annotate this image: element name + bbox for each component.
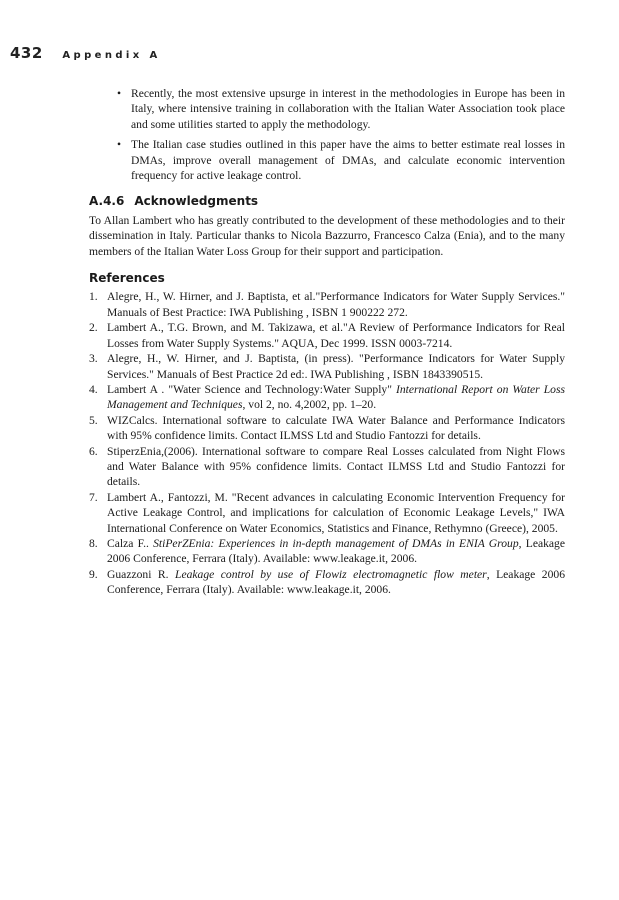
reference-item	[89, 320, 565, 351]
reference-number: 7.	[89, 490, 98, 504]
bullet-item	[89, 86, 565, 132]
bullet-icon: •	[117, 138, 122, 152]
bullet-item	[89, 137, 565, 183]
reference-text: Lambert A . "Water Science and Technology:Water Supply"	[107, 382, 396, 396]
reference-number: 1.	[89, 290, 98, 304]
reference-item	[89, 413, 565, 444]
reference-text-tail: , vol 2, no. 4,2002, pp. 1–20.	[242, 398, 377, 412]
running-head: Appendix A	[62, 50, 161, 61]
reference-text: Alegre, H., W. Hirner, and J. Baptista, (in press). "Performance Indicators for Water Supply Services." Manuals of Best Practice 2d ed:. IWA Publishing , ISBN 1843390515.	[107, 352, 565, 381]
reference-text: WIZCalcs. International software to calculate IWA Water Balance and Performance Indicators with 95% confidence limits. Contact ILMSS Ltd and Studio Fantozzi for details.	[107, 413, 565, 443]
reference-text: StiperzEnia,(2006). International software to compare Real Losses calculated from Night Flows and Water Balance with 95% confidence limits. Contact ILMSS Ltd and Studio Fantozzi for details.	[107, 444, 565, 489]
reference-number: 6.	[89, 444, 98, 458]
bullet-text: The Italian case studies outlined in this paper have the aims to better estimate real losses in DMAs, improve overall management of DMAs, and calculate economic intervention frequency for active leakage control.	[131, 138, 565, 183]
reference-number: 2.	[89, 321, 98, 335]
section-number: A.4.6	[89, 194, 125, 209]
reference-italic: Leakage control by use of Flowiz electromagnetic flow meter	[175, 567, 487, 581]
reference-text: Alegre, H., W. Hirner, and J. Baptista, et al."Performance Indicators for Water Supply Services." Manuals of Best Practice: IWA Publishing , ISBN 1 900222 272.	[107, 290, 565, 319]
reference-italic: International Report on Water Loss Management and Techniques	[107, 382, 565, 412]
page-number: 432	[10, 44, 43, 62]
reference-item	[89, 289, 565, 320]
reference-item	[89, 567, 565, 598]
reference-item	[89, 490, 565, 536]
reference-number: 3.	[89, 352, 98, 366]
reference-number: 5.	[89, 413, 98, 427]
page-body	[89, 86, 565, 598]
reference-number: 8.	[89, 536, 98, 550]
reference-text: Calza F..	[107, 536, 154, 550]
reference-text-tail: , Leakage 2006 Conference, Ferrara (Italy). Available: www.leakage.it, 2006.	[107, 567, 565, 597]
references-heading: References	[89, 271, 165, 286]
reference-text: Lambert A., Fantozzi, M. "Recent advances in calculating Economic Intervention Frequency for Active Leakage Control, and implications for calculation of Economic Leakage Levels," IWA International Conference on Water Economics, Statistics and Finance, Rethymno (Greece), 2005.	[107, 490, 565, 535]
reference-text: Lambert A., T.G. Brown, and M. Takizawa, et al."A Review of Performance Indicators for Real Losses from Water Supply Systems." AQUA, Dec 1999. ISSN 0003-7214.	[107, 321, 565, 350]
acknowledgments-paragraph: To Allan Lambert who has greatly contributed to the development of these methodologies and to their dissemination in Italy. Particular thanks to Nicola Bazzurro, Francesco Calza (Enia), and to the many members of the Italian Water Loss Group for their support and participation.	[89, 213, 565, 258]
bullet-text: Recently, the most extensive upsurge in interest in the methodologies in Europe has been in Italy, where intensive training in collaboration with the Italian Water Association took place and some utilities started to apply the methodology.	[131, 87, 565, 131]
reference-item	[89, 382, 565, 413]
reference-text-tail: , Leakage 2006 Conference, Ferrara (Italy). Available: www.leakage.it, 2006.	[107, 536, 565, 566]
reference-list	[89, 289, 565, 597]
section-title: Acknowledgments	[134, 194, 259, 209]
reference-item	[89, 536, 565, 567]
section-heading	[89, 194, 565, 209]
reference-text: Guazzoni R.	[107, 567, 175, 581]
bullet-icon: •	[117, 87, 122, 100]
reference-italic: StiPerZEnia: Experiences in in-depth management of DMAs in ENIA Group	[153, 536, 519, 550]
reference-item	[89, 351, 565, 382]
page-header	[10, 43, 161, 62]
reference-item	[89, 444, 565, 490]
bullet-list	[89, 86, 565, 183]
reference-number: 4.	[89, 382, 98, 396]
reference-number: 9.	[89, 567, 98, 581]
